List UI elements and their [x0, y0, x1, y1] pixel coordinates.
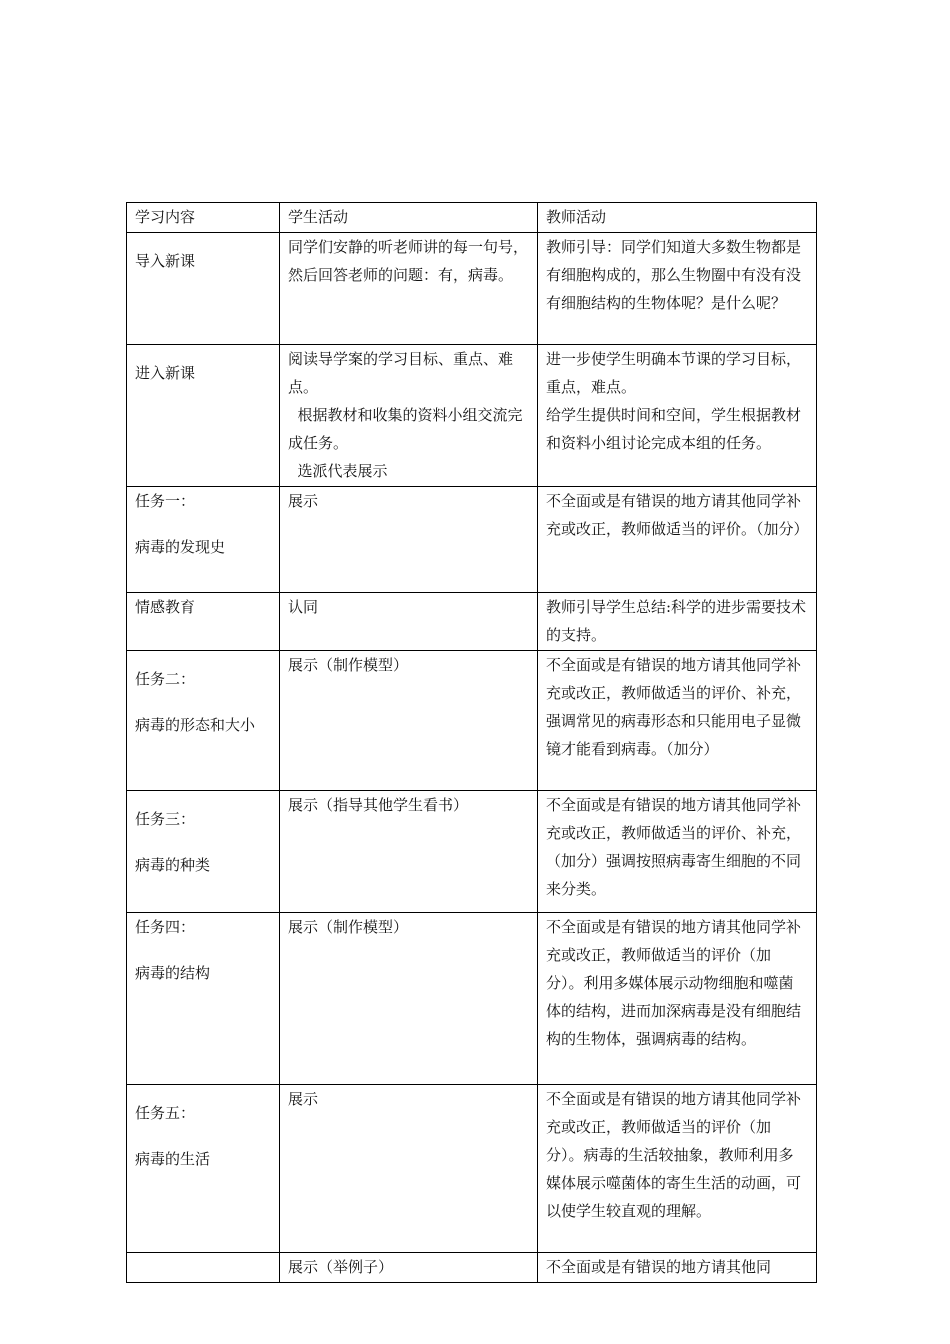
- student-text: 展示（制作模型）: [288, 918, 409, 936]
- header-teacher: 教师活动: [538, 203, 817, 233]
- table-row: [127, 651, 817, 791]
- lesson-content-cell: [127, 651, 280, 791]
- teacher-text: 教师引导：同学们知道大多数生物都是有细胞构成的，那么生物圈中有没有没有细胞结构的生物体呢？是什么呢？: [546, 238, 802, 312]
- lesson-content-cell: [127, 1253, 280, 1283]
- student-activity-cell: [280, 593, 538, 651]
- content-text: 病毒的发现史: [135, 538, 226, 556]
- lesson-content-cell: [127, 1085, 280, 1253]
- student-text: 展示（指导其他学生看书）: [288, 796, 469, 814]
- student-text: 展示: [288, 492, 319, 510]
- lesson-content-cell: [127, 345, 280, 487]
- student-activity-cell: [280, 913, 538, 1085]
- header-row: [127, 203, 817, 233]
- teacher-text: 给学生提供时间和空间，学生根据教材和资料小组讨论完成本组的任务。: [546, 406, 802, 452]
- teacher-activity-cell: [538, 345, 817, 487]
- teacher-activity-cell: [538, 913, 817, 1085]
- content-text: 病毒的生活: [135, 1150, 211, 1168]
- teacher-activity-cell: [538, 487, 817, 593]
- content-text: 任务一：: [135, 492, 196, 510]
- teacher-text: 不全面或是有错误的地方请其他同学补充或改正，教师做适当的评价、补充，强调常见的病毒形态和只能用电子显微镜才能看到病毒。（加分）: [546, 656, 802, 758]
- table-row: [127, 233, 817, 345]
- teacher-activity-cell: [538, 791, 817, 913]
- student-activity-cell: [280, 651, 538, 791]
- student-text: 展示（举例子）: [288, 1258, 394, 1276]
- lesson-plan-table: [126, 202, 817, 1283]
- teacher-activity-cell: [538, 1253, 817, 1283]
- student-text: 认同: [288, 598, 319, 616]
- teacher-activity-cell: [538, 593, 817, 651]
- teacher-text: 进一步使学生明确本节课的学习目标，重点，难点。: [546, 350, 802, 396]
- student-text: 展示: [288, 1090, 319, 1108]
- student-text: 阅读导学案的学习目标、重点、难点。: [288, 350, 514, 396]
- student-text: 展示（制作模型）: [288, 656, 409, 674]
- table-row: [127, 487, 817, 593]
- table-row: [127, 791, 817, 913]
- table-row: [127, 345, 817, 487]
- content-text: 任务二：: [135, 670, 196, 688]
- student-activity-cell: [280, 233, 538, 345]
- teacher-text: 不全面或是有错误的地方请其他同: [546, 1258, 772, 1276]
- teacher-activity-cell: [538, 233, 817, 345]
- teacher-text: 不全面或是有错误的地方请其他同学补充或改正，教师做适当的评价（加分）。利用多媒体展示动物细胞和噬菌体的结构，进而加深病毒是没有细胞结构的生物体，强调病毒的结构。: [546, 918, 802, 1048]
- teacher-activity-cell: [538, 1085, 817, 1253]
- lesson-content-cell: [127, 487, 280, 593]
- table-row: [127, 913, 817, 1085]
- student-text: 同学们安静的听老师讲的每一句号，然后回答老师的问题：有，病毒。: [288, 238, 529, 284]
- teacher-text: 教师引导学生总结:科学的进步需要技术的支持。: [546, 598, 807, 644]
- content-text: 病毒的形态和大小: [135, 716, 256, 734]
- student-activity-cell: [280, 487, 538, 593]
- content-text: 病毒的种类: [135, 856, 211, 874]
- header-content: 学习内容: [127, 203, 280, 233]
- content-text: 任务四：: [135, 918, 196, 936]
- table-row: [127, 593, 817, 651]
- student-text: 根据教材和收集的资料小组交流完成任务。: [288, 406, 523, 452]
- student-activity-cell: [280, 1085, 538, 1253]
- lesson-content-cell: [127, 791, 280, 913]
- content-text: 任务三：: [135, 810, 196, 828]
- header-student: 学生活动: [280, 203, 538, 233]
- student-activity-cell: [280, 345, 538, 487]
- lesson-content-cell: [127, 593, 280, 651]
- content-text: 导入新课: [135, 252, 196, 270]
- teacher-activity-cell: [538, 651, 817, 791]
- teacher-text: 不全面或是有错误的地方请其他同学补充或改正，教师做适当的评价。（加分）: [546, 492, 809, 538]
- content-text: 病毒的结构: [135, 964, 211, 982]
- teacher-text: 不全面或是有错误的地方请其他同学补充或改正，教师做适当的评价（加分）。病毒的生活较抽象，教师利用多媒体展示噬菌体的寄生生活的动画，可以使学生较直观的理解。: [546, 1090, 802, 1220]
- table-row: [127, 1253, 817, 1283]
- lesson-content-cell: [127, 233, 280, 345]
- content-text: 情感教育: [135, 598, 196, 616]
- table-row: [127, 1085, 817, 1253]
- teacher-text: 不全面或是有错误的地方请其他同学补充或改正，教师做适当的评价、补充，（加分）强调按照病毒寄生细胞的不同来分类。: [546, 796, 802, 898]
- content-text: 任务五：: [135, 1104, 196, 1122]
- student-text: 选派代表展示: [288, 462, 388, 480]
- content-text: 进入新课: [135, 364, 196, 382]
- student-activity-cell: [280, 791, 538, 913]
- lesson-content-cell: [127, 913, 280, 1085]
- student-activity-cell: [280, 1253, 538, 1283]
